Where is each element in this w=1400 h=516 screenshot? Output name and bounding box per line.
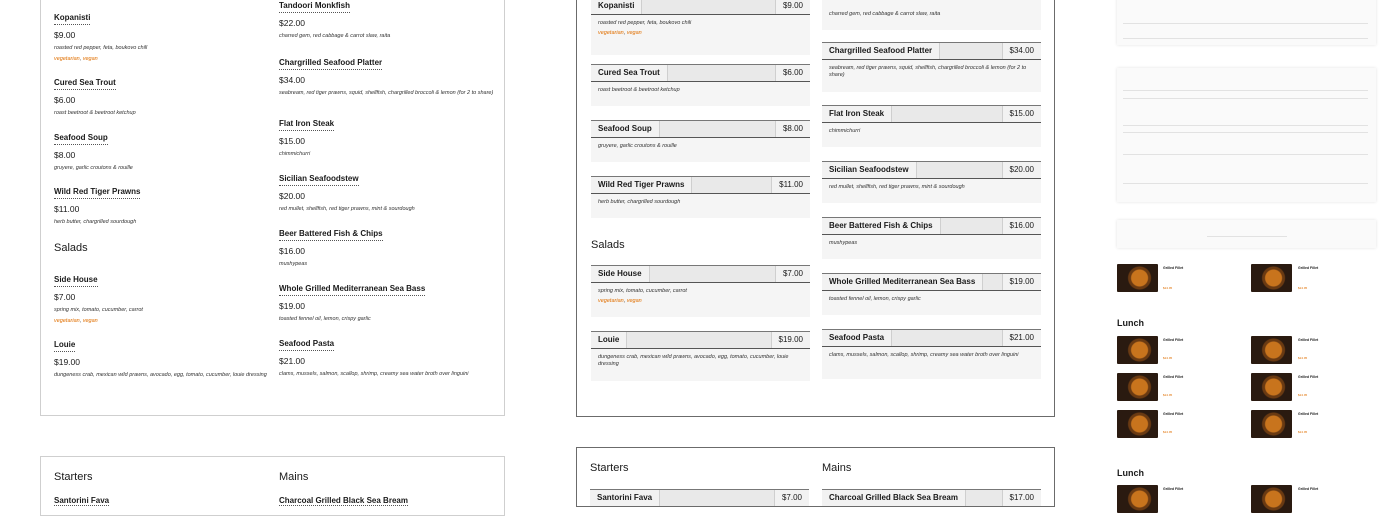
item-name: Flat Iron Steak — [279, 119, 334, 131]
item-header — [822, 217, 1041, 234]
menu-item — [279, 278, 494, 323]
food-grid-row — [1117, 373, 1377, 403]
item-desc: spring mix, tomato, cucumber, carrot — [598, 288, 687, 294]
item-price: $7.00 — [775, 266, 810, 282]
divider — [591, 193, 810, 194]
item-desc: chimmichurri — [829, 128, 861, 134]
item-name: Cured Sea Trout — [54, 78, 116, 90]
menu-preview-boxed-2 — [576, 447, 1055, 507]
item-name: Seafood Pasta — [279, 339, 334, 351]
menu-item — [54, 72, 269, 117]
item-header — [591, 0, 810, 14]
menu-item — [822, 217, 1041, 259]
menu-item — [279, 0, 494, 40]
item-desc: dungeness crab, mexican wild prawns, avocado, egg, tomato, cucumber, louie dressing — [54, 372, 267, 378]
food-grid-row — [1117, 485, 1377, 515]
tag-vegan[interactable]: vegan — [82, 56, 98, 62]
item-desc: herb butter, chargrilled sourdough — [598, 199, 681, 205]
divider — [591, 348, 810, 349]
item-name: Chargrilled Seafood Platter — [822, 43, 940, 59]
food-image — [1251, 410, 1292, 438]
item-name: Beer Battered Fish & Chips — [822, 218, 941, 234]
tag-vegetarian[interactable]: vegetarian — [598, 298, 624, 304]
menu-item — [591, 265, 810, 317]
item-header — [822, 273, 1041, 290]
item-header — [822, 42, 1041, 59]
item-price: $34.00 — [279, 75, 305, 85]
item-name: Louie — [54, 340, 75, 352]
item-tags: vegetarian, vegan — [54, 318, 98, 324]
section-title-salads: Salads — [54, 242, 88, 254]
section-title-lunch: Lunch — [1117, 468, 1144, 478]
food-price: $24.95 — [1298, 286, 1308, 290]
item-desc: roasted red pepper, feta, boukovo chili — [598, 20, 692, 26]
food-title: Grilled Fillet — [1163, 266, 1184, 270]
item-price: $22.00 — [279, 18, 305, 28]
section-title-salads: Salads — [591, 239, 625, 251]
item-price: $21.00 — [1002, 330, 1041, 346]
food-title: Grilled Fillet — [1298, 266, 1319, 270]
item-tags: vegetarian, vegan — [54, 56, 98, 62]
menu-item — [279, 333, 494, 378]
food-title: Grilled Fillet — [1298, 338, 1319, 342]
item-price: $20.00 — [1002, 162, 1041, 178]
item-desc: roasted red pepper, feta, boukovo chill — [54, 45, 148, 51]
divider — [591, 137, 810, 138]
item-header — [591, 64, 810, 81]
item-name: Seafood Soup — [591, 121, 660, 137]
food-image — [1251, 373, 1292, 401]
food-title: Grilled Fillet — [1298, 487, 1319, 491]
item-name: Seafood Soup — [54, 133, 108, 145]
item-price: $15.00 — [279, 136, 305, 146]
item-header — [822, 329, 1041, 346]
menu-item — [54, 334, 269, 379]
menu-item — [279, 223, 494, 268]
item-desc: roast beetroot & beetroot ketchup — [598, 87, 680, 93]
item-price: $9.00 — [54, 30, 76, 40]
section-title-mains: Mains — [822, 462, 852, 474]
item-price: $11.00 — [771, 177, 810, 193]
item-name: Santorini Fava — [590, 490, 660, 506]
item-name: Kopanisti — [591, 0, 642, 14]
menu-item — [822, 105, 1041, 147]
item-name: Beer Battered Fish & Chips — [279, 229, 383, 241]
item-header — [822, 161, 1041, 178]
item-name: Wild Red Tiger Prawns — [54, 187, 140, 199]
menu-item — [822, 161, 1041, 203]
item-name: Santorini Fava — [54, 496, 110, 505]
divider — [1123, 90, 1368, 91]
item-price: $16.00 — [279, 246, 305, 256]
food-grid-row — [1117, 410, 1377, 440]
menu-item — [822, 42, 1041, 92]
food-grid-row — [1117, 336, 1377, 366]
tag-vegan[interactable]: vegan — [626, 30, 642, 36]
item-header — [822, 105, 1041, 122]
item-name: Louie — [591, 332, 627, 348]
divider — [1123, 38, 1368, 39]
item-price: $6.00 — [775, 65, 810, 81]
item-price: $20.00 — [279, 191, 305, 201]
food-price: $24.95 — [1163, 356, 1173, 360]
item-desc: clams, mussels, salmon, scallop, shrimp, creamy sea water broth over linguini — [279, 371, 469, 377]
item-header — [591, 120, 810, 137]
menu-item — [591, 64, 810, 106]
food-price: $24.95 — [1163, 286, 1173, 290]
food-title: Grilled Fillet — [1163, 338, 1184, 342]
item-desc: clams, mussels, salmon, scallop, shrimp, creamy sea water broth over linguini — [829, 352, 1019, 358]
food-grid-row — [1117, 252, 1377, 290]
divider — [822, 122, 1041, 123]
food-price: $24.95 — [1163, 430, 1173, 434]
food-title: Grilled Fillet — [1163, 487, 1184, 491]
food-price: $24.95 — [1163, 393, 1173, 397]
item-desc: gruyere, garlic croutons & rouille — [598, 143, 677, 149]
menu-item — [822, 0, 1041, 30]
food-price: $24.95 — [1298, 430, 1308, 434]
food-price: $24.95 — [1298, 393, 1308, 397]
food-image — [1117, 264, 1158, 292]
item-desc: toasted fennel oil, lemon, crispy garlic — [279, 316, 371, 322]
menu-item — [54, 7, 269, 62]
item-header — [591, 331, 810, 348]
item-name: Whole Grilled Mediterranean Sea Bass — [279, 284, 425, 296]
item-header — [591, 176, 810, 193]
tag-vegan[interactable]: vegan — [626, 298, 642, 304]
item-tags: vegetarian, vegan — [598, 30, 642, 36]
food-image — [1117, 485, 1158, 513]
menu-item — [822, 273, 1041, 315]
section-title-mains: Mains — [279, 471, 309, 483]
menu-item — [279, 52, 494, 97]
item-price: $19.00 — [54, 357, 80, 367]
divider — [591, 81, 810, 82]
item-name: Chargrilled Seafood Platter — [279, 58, 382, 70]
food-image — [1251, 485, 1292, 513]
item-desc: mushypeas — [279, 261, 308, 267]
item-price: $17.00 — [1002, 490, 1041, 506]
item-name: Seafood Pasta — [822, 330, 892, 346]
item-name: Flat Iron Steak — [822, 106, 892, 122]
menu-item — [822, 329, 1041, 379]
item-desc: herb butter, chargrilled sourdough — [54, 219, 137, 225]
menu-item — [54, 269, 269, 324]
item-price: $16.00 — [1002, 218, 1041, 234]
layout-thumbnail[interactable] — [1117, 0, 1376, 45]
menu-item — [54, 127, 269, 172]
item-name: Wild Red Tiger Prawns — [591, 177, 692, 193]
item-name: Side House — [591, 266, 650, 282]
food-image — [1251, 336, 1292, 364]
divider — [1123, 125, 1368, 126]
menu-preview-boxed — [576, 0, 1055, 417]
item-price: $9.00 — [775, 0, 810, 14]
food-title: Grilled Fillet — [1163, 375, 1184, 379]
food-image — [1117, 373, 1158, 401]
divider — [822, 234, 1041, 235]
item-desc: seabream, red tiger prawns, squid, shellfish, chargrilled broccoli & lemon (for 2 to share) — [829, 65, 1027, 78]
divider — [1123, 183, 1368, 184]
menu-item — [591, 120, 810, 162]
food-title: Grilled Fillet — [1298, 375, 1319, 379]
menu-item — [591, 176, 810, 218]
tag-vegan[interactable]: vegan — [82, 318, 98, 324]
item-price: $19.00 — [771, 332, 810, 348]
tag-vegetarian[interactable]: vegetarian — [54, 318, 80, 324]
item-desc: roast beetroot & beetroot ketchup — [54, 110, 136, 116]
item-price: $8.00 — [54, 150, 76, 160]
layout-thumbnail[interactable] — [1117, 68, 1376, 202]
item-price: $34.00 — [1002, 43, 1041, 59]
divider — [591, 282, 810, 283]
item-name: Charcoal Grilled Black Sea Bream — [279, 496, 408, 505]
food-image — [1251, 264, 1292, 292]
item-name: Cured Sea Trout — [591, 65, 668, 81]
item-name: Charcoal Grilled Black Sea Bream — [822, 490, 966, 506]
item-desc: mushypeas — [829, 240, 858, 246]
item-name: Kopanisti — [54, 13, 90, 25]
menu-item — [54, 181, 269, 226]
section-title-starters: Starters — [590, 462, 629, 474]
menu-item — [279, 113, 494, 158]
menu-item — [591, 0, 810, 55]
divider — [1123, 23, 1368, 24]
item-price: $19.00 — [279, 301, 305, 311]
item-desc: gruyere, garlic croutons & rouille — [54, 165, 133, 171]
item-price: $11.00 — [54, 204, 80, 214]
food-title: Grilled Fillet — [1163, 412, 1184, 416]
item-header — [822, 489, 1041, 506]
item-price: $7.00 — [774, 490, 809, 506]
divider — [822, 346, 1041, 347]
divider — [591, 14, 810, 15]
item-desc: charred gem, red cabbage & carrot slaw, raita — [279, 33, 391, 39]
item-desc: chimmichurri — [279, 151, 311, 157]
food-title: Grilled Fillet — [1298, 412, 1319, 416]
item-name: Tandoori Monkfish — [279, 1, 350, 13]
divider — [822, 59, 1041, 60]
item-price: $8.00 — [775, 121, 810, 137]
item-desc: red mullet, shellfish, red tiger prawns, mint & sourdough — [829, 184, 965, 190]
section-title-starters: Starters — [54, 471, 93, 483]
divider — [1123, 132, 1368, 133]
item-header — [590, 489, 809, 506]
item-price: $19.00 — [1002, 274, 1041, 290]
item-desc: toasted fennel oil, lemon, crispy garlic — [829, 296, 921, 302]
menu-preview-dotted — [40, 0, 505, 416]
divider — [822, 290, 1041, 291]
item-name: Sicilian Seafoodstew — [279, 174, 359, 186]
item-desc: seabream, red tiger prawns, squid, shellfish, chargrilled broccoli & lemon (for 2 to share) — [279, 90, 494, 96]
item-desc: red mullet, shellfish, red tiger prawns, mint & sourdough — [279, 206, 415, 212]
item-desc: dungeness crab, mexican wild prawns, avocado, egg, tomato, cucumber, louie dressing — [598, 354, 789, 367]
menu-preview-dotted-2 — [40, 456, 505, 516]
divider — [822, 178, 1041, 179]
item-price: $15.00 — [1002, 106, 1041, 122]
tag-vegetarian[interactable]: vegetarian — [598, 30, 624, 36]
food-image — [1117, 410, 1158, 438]
item-header — [591, 265, 810, 282]
item-name: Sicilian Seafoodstew — [822, 162, 917, 178]
item-name: Side House — [54, 275, 98, 287]
layout-thumbnail[interactable] — [1117, 220, 1376, 248]
section-title-lunch: Lunch — [1117, 318, 1144, 328]
item-tags: vegetarian, vegan — [598, 298, 642, 304]
food-price: $24.95 — [1298, 356, 1308, 360]
item-desc: spring mix, tomato, cucumber, carrot — [54, 307, 143, 313]
divider — [1207, 236, 1287, 237]
divider — [1123, 98, 1368, 99]
item-name: Whole Grilled Mediterranean Sea Bass — [822, 274, 983, 290]
tag-vegetarian[interactable]: vegetarian — [54, 56, 80, 62]
item-price: $6.00 — [54, 95, 76, 105]
menu-item — [591, 331, 810, 381]
item-price: $7.00 — [54, 292, 76, 302]
menu-item — [279, 168, 494, 213]
food-image — [1117, 336, 1158, 364]
item-price: $21.00 — [279, 356, 305, 366]
item-desc: charred gem, red cabbage & carrot slaw, raita — [829, 11, 941, 17]
divider — [1123, 154, 1368, 155]
